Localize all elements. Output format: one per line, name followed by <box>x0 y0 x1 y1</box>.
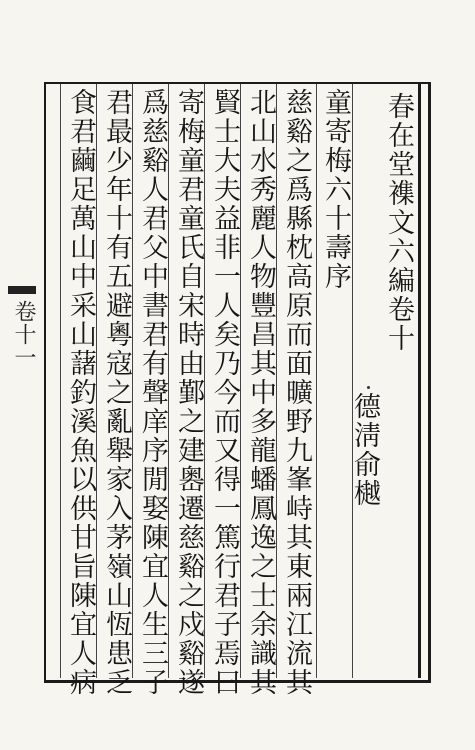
column-rule <box>352 84 353 678</box>
spine-label: 卷十一 <box>11 300 36 369</box>
spine-fishtail-mark <box>8 286 36 294</box>
text-column-6: 爲慈谿人君父中書君有聲庠序閒娶陳宜人生三子 <box>137 88 168 697</box>
text-column-4: 賢士大夫益非一人矣乃今而又得一篤行君子焉曰 <box>209 88 240 697</box>
column-rule <box>240 84 241 678</box>
frame-top-line <box>44 82 428 84</box>
column-rule <box>132 84 133 678</box>
column-rule <box>96 84 97 678</box>
text-column-3: 北山水秀麗人物豐昌其中多龍蟠鳳逸之士余識其 <box>245 88 276 697</box>
column-rule <box>316 84 317 678</box>
author-name: 德淸俞樾 <box>349 392 380 508</box>
text-column-1-essay-title: 童寄梅六十壽序 <box>320 88 351 291</box>
punctuation-dot <box>367 386 370 389</box>
text-column-8: 食君繭足萬山中采山藷釣溪魚以供甘旨陳宜人病 <box>65 88 96 697</box>
column-rule <box>168 84 169 678</box>
text-column-5: 寄梅童君童氏自宋時由鄞之建嶴遷慈谿之戍谿遂 <box>173 88 204 697</box>
frame-inner-rule <box>418 84 421 678</box>
column-rule <box>204 84 205 678</box>
frame-left-line <box>44 82 46 680</box>
column-rule <box>276 84 277 678</box>
text-column-7: 君最少年十有五避粵寇之亂舉家入茅嶺山恆患乏 <box>101 88 132 697</box>
volume-title: 春在堂襍文六編卷十 <box>383 92 414 353</box>
text-column-2: 慈谿之爲縣枕高原而面曠野九峯峙其東兩江流其 <box>281 88 312 697</box>
column-rule <box>60 84 61 678</box>
